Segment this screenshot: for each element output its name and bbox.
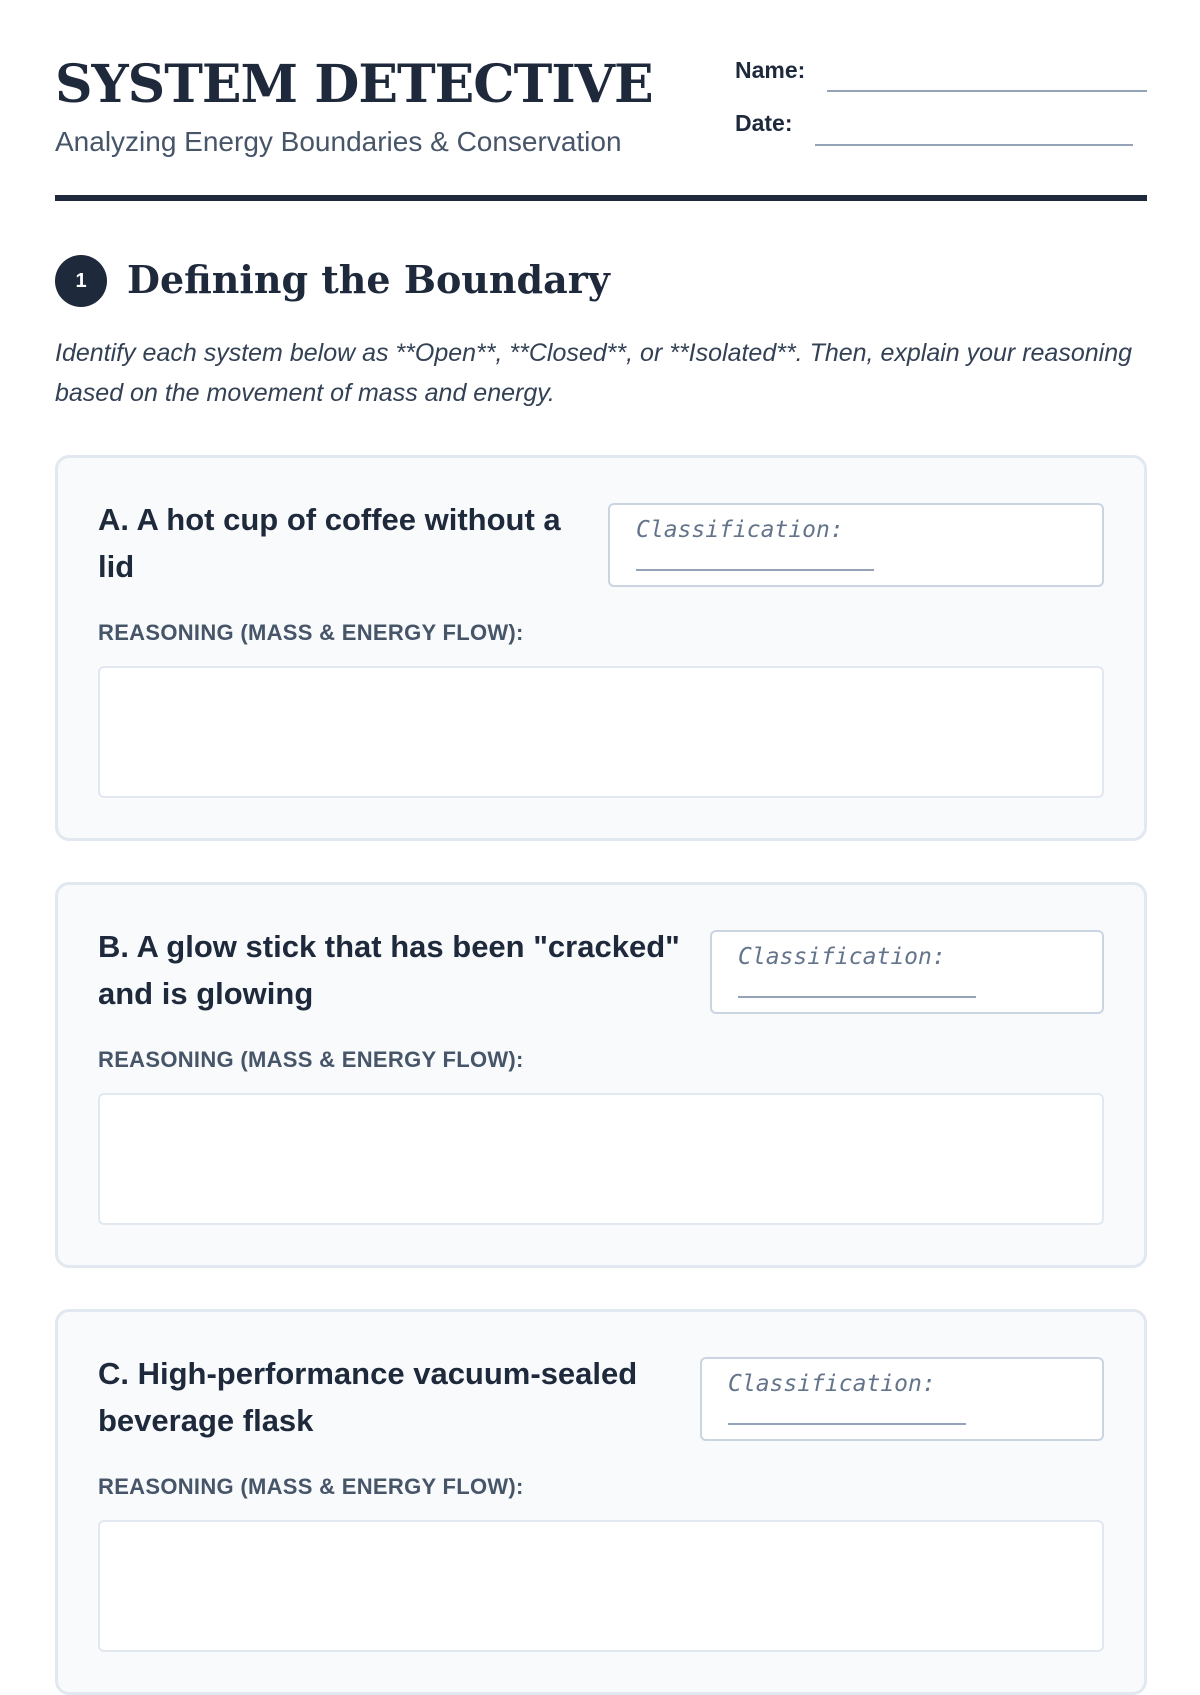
reasoning-answer-box[interactable] xyxy=(98,1093,1104,1225)
question-title: B. A glow stick that has been "cracked" and is glowing xyxy=(98,929,680,1011)
section-instructions: Identify each system below as **Open**, **Closed**, or **Isolated**. Then, explain your reasoning based on the movement of mass and energy. xyxy=(55,339,1133,407)
classification-label: Classification: xyxy=(738,944,946,970)
classification-label: Classification: xyxy=(728,1371,936,1397)
name-field[interactable] xyxy=(827,90,1147,92)
question-card-b xyxy=(55,882,1147,1268)
classification-answer-line[interactable] xyxy=(636,569,874,571)
question-title: A. A hot cup of coffee without a lid xyxy=(98,502,561,584)
reasoning-answer-box[interactable] xyxy=(98,666,1104,798)
reasoning-label: REASONING (MASS & ENERGY FLOW): xyxy=(98,1474,524,1499)
question-card-c xyxy=(55,1309,1147,1695)
question-title: C. High-performance vacuum-sealed beverage flask xyxy=(98,1356,638,1438)
reasoning-label: REASONING (MASS & ENERGY FLOW): xyxy=(98,620,524,645)
worksheet-title: SYSTEM DETECTIVE xyxy=(55,54,653,115)
reasoning-answer-box[interactable] xyxy=(98,1520,1104,1652)
classification-box[interactable] xyxy=(700,1357,1104,1441)
worksheet-subtitle: Analyzing Energy Boundaries & Conservation xyxy=(55,126,622,157)
section-number-badge: 1 xyxy=(55,255,107,307)
classification-box[interactable] xyxy=(608,503,1104,587)
classification-answer-line[interactable] xyxy=(728,1423,966,1425)
classification-label: Classification: xyxy=(636,517,844,543)
classification-box[interactable] xyxy=(710,930,1104,1014)
question-card-a xyxy=(55,455,1147,841)
worksheet-header xyxy=(55,0,1147,201)
section-title: Defining the Boundary xyxy=(127,257,610,302)
date-label: Date: xyxy=(735,110,793,136)
date-field[interactable] xyxy=(815,144,1133,146)
worksheet-page xyxy=(55,0,1147,1499)
reasoning-label: REASONING (MASS & ENERGY FLOW): xyxy=(98,1047,524,1072)
classification-answer-line[interactable] xyxy=(738,996,976,998)
name-label: Name: xyxy=(735,57,806,83)
